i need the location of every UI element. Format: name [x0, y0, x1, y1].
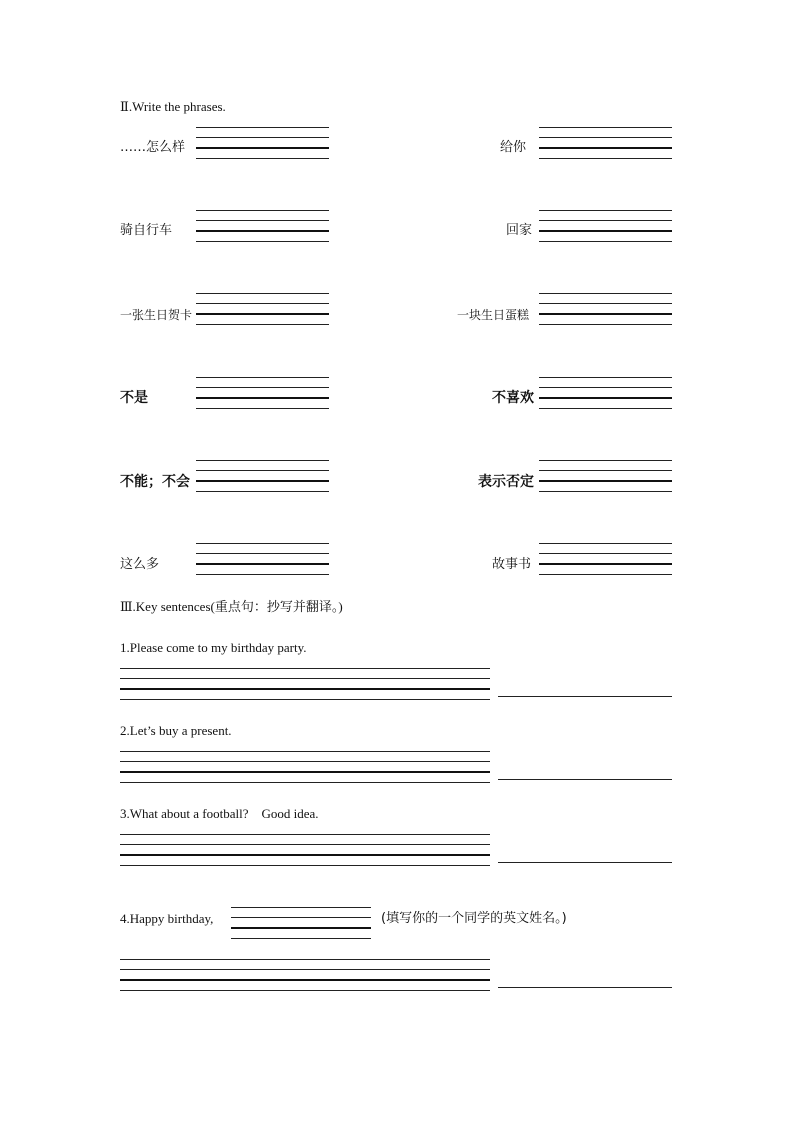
sentence-2: 2.Let’s buy a present.	[120, 723, 232, 738]
phrase-label-right-4: 不喜欢	[492, 390, 534, 406]
writing-lines-right-2[interactable]	[539, 210, 672, 242]
phrase-label-left-5: 不能；不会	[120, 474, 190, 490]
translation-line-3[interactable]	[498, 862, 672, 863]
writing-lines-left-6[interactable]	[196, 543, 329, 575]
sentence-1: 1.Please come to my birthday party.	[120, 640, 307, 655]
writing-lines-right-6[interactable]	[539, 543, 672, 575]
writing-lines-right-3[interactable]	[539, 293, 672, 325]
phrase-label-right-1: 给你	[500, 140, 527, 155]
writing-lines-right-1[interactable]	[539, 127, 672, 159]
phrase-label-left-4: 不是	[120, 390, 148, 406]
phrase-label-left-6: 这么多	[120, 557, 160, 572]
copy-lines-2[interactable]	[120, 751, 490, 783]
copy-lines-3[interactable]	[120, 834, 490, 866]
translation-line-4[interactable]	[498, 987, 672, 988]
phrase-label-right-6: 故事书	[492, 557, 532, 572]
writing-lines-left-2[interactable]	[196, 210, 329, 242]
sentence-4-note: (填写你的一个同学的英文姓名。)	[381, 911, 567, 926]
writing-lines-left-3[interactable]	[196, 293, 329, 325]
phrase-label-right-5: 表示否定	[478, 474, 534, 490]
copy-lines-1[interactable]	[120, 668, 490, 700]
phrase-label-left-2: 骑自行车	[120, 223, 173, 238]
phrase-label-left-3: 一张生日贺卡	[120, 308, 193, 322]
sentence-3: 3.What about a football? Good idea.	[120, 806, 319, 821]
translation-line-1[interactable]	[498, 696, 672, 697]
writing-lines-right-4[interactable]	[539, 377, 672, 409]
section-3-heading: Ⅲ.Key sentences(重点句：抄写并翻译。)	[120, 599, 343, 614]
section-2-heading: Ⅱ.Write the phrases.	[120, 99, 226, 114]
name-writing-lines[interactable]	[231, 907, 371, 939]
phrase-label-right-2: 回家	[506, 223, 533, 238]
writing-lines-left-5[interactable]	[196, 460, 329, 492]
writing-lines-left-4[interactable]	[196, 377, 329, 409]
translation-line-2[interactable]	[498, 779, 672, 780]
writing-lines-left-1[interactable]	[196, 127, 329, 159]
phrase-label-right-3: 一块生日蛋糕	[457, 308, 530, 322]
writing-lines-right-5[interactable]	[539, 460, 672, 492]
sentence-4-prefix: 4.Happy birthday,	[120, 911, 214, 926]
phrase-label-left-1: ……怎么样	[120, 140, 186, 155]
copy-lines-4[interactable]	[120, 959, 490, 991]
